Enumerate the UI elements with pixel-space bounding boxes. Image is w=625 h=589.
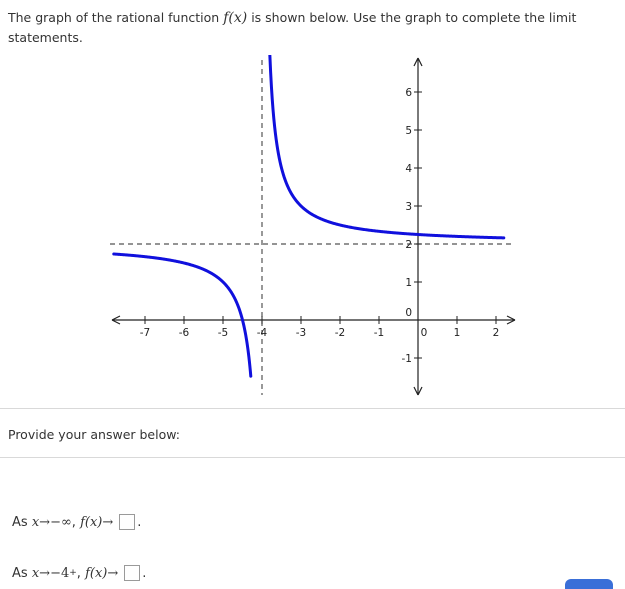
row2-comma: , bbox=[76, 565, 81, 581]
x-tick-label: -2 bbox=[334, 327, 346, 339]
row1-func: f(x) bbox=[80, 514, 103, 530]
x-tick-label: 1 bbox=[453, 327, 461, 339]
question-text-before: The graph of the rational function bbox=[8, 10, 220, 25]
row1-arrow2: → bbox=[102, 514, 114, 530]
y-tick-label: 1 bbox=[405, 277, 412, 289]
row1-limit: −∞ bbox=[50, 514, 72, 530]
x-tick-label: -4 bbox=[256, 327, 268, 339]
row2-superscript: + bbox=[69, 568, 77, 578]
submit-button-edge[interactable] bbox=[565, 579, 613, 589]
y-tick-label: 3 bbox=[405, 201, 412, 213]
x-tick-label: 0 bbox=[420, 327, 428, 339]
row1-var: x bbox=[31, 514, 40, 530]
rational-function-graph bbox=[100, 55, 525, 405]
function-name: f(x) bbox=[223, 10, 248, 26]
row2-var: x bbox=[31, 565, 40, 581]
curves bbox=[114, 55, 504, 376]
row2-period: . bbox=[142, 565, 147, 581]
divider-top bbox=[0, 408, 625, 409]
y-tick-label: 0 bbox=[405, 307, 412, 319]
row2-arrow2: → bbox=[107, 565, 119, 581]
row1-period: . bbox=[137, 514, 142, 530]
answer-input-2[interactable] bbox=[124, 565, 140, 581]
x-tick-label: -3 bbox=[295, 327, 307, 339]
answer-input-1[interactable] bbox=[119, 514, 135, 530]
answer-prompt: Provide your answer below: bbox=[8, 427, 180, 442]
ticks bbox=[140, 87, 500, 365]
y-tick-label: 2 bbox=[405, 239, 412, 251]
question-text bbox=[8, 8, 608, 47]
divider-bottom bbox=[0, 457, 625, 458]
x-tick-label: -1 bbox=[373, 327, 385, 339]
limit-row-2 bbox=[12, 565, 146, 581]
x-tick-label: -7 bbox=[139, 327, 151, 339]
right-branch-curve bbox=[270, 55, 504, 238]
row1-as: As bbox=[12, 514, 28, 530]
x-tick-label: 2 bbox=[492, 327, 500, 339]
question-text-after: is shown below. Use the graph to complete the limit statements. bbox=[8, 10, 577, 45]
limit-row-1 bbox=[12, 514, 141, 530]
asymptotes bbox=[110, 60, 515, 395]
row2-limit: −4 bbox=[50, 565, 70, 581]
row1-comma: , bbox=[71, 514, 76, 530]
row2-func: f(x) bbox=[85, 565, 108, 581]
x-tick-label: -6 bbox=[178, 327, 190, 339]
y-tick-label: 4 bbox=[405, 163, 412, 175]
row2-as: As bbox=[12, 565, 28, 581]
axes bbox=[112, 58, 515, 395]
left-branch-curve bbox=[114, 254, 251, 376]
row2-arrow: → bbox=[39, 565, 51, 581]
y-tick-label: 5 bbox=[405, 125, 412, 137]
y-tick-label: -1 bbox=[401, 353, 412, 365]
row1-arrow: → bbox=[39, 514, 51, 530]
x-tick-label: -5 bbox=[217, 327, 229, 339]
y-tick-label: 6 bbox=[405, 87, 412, 99]
